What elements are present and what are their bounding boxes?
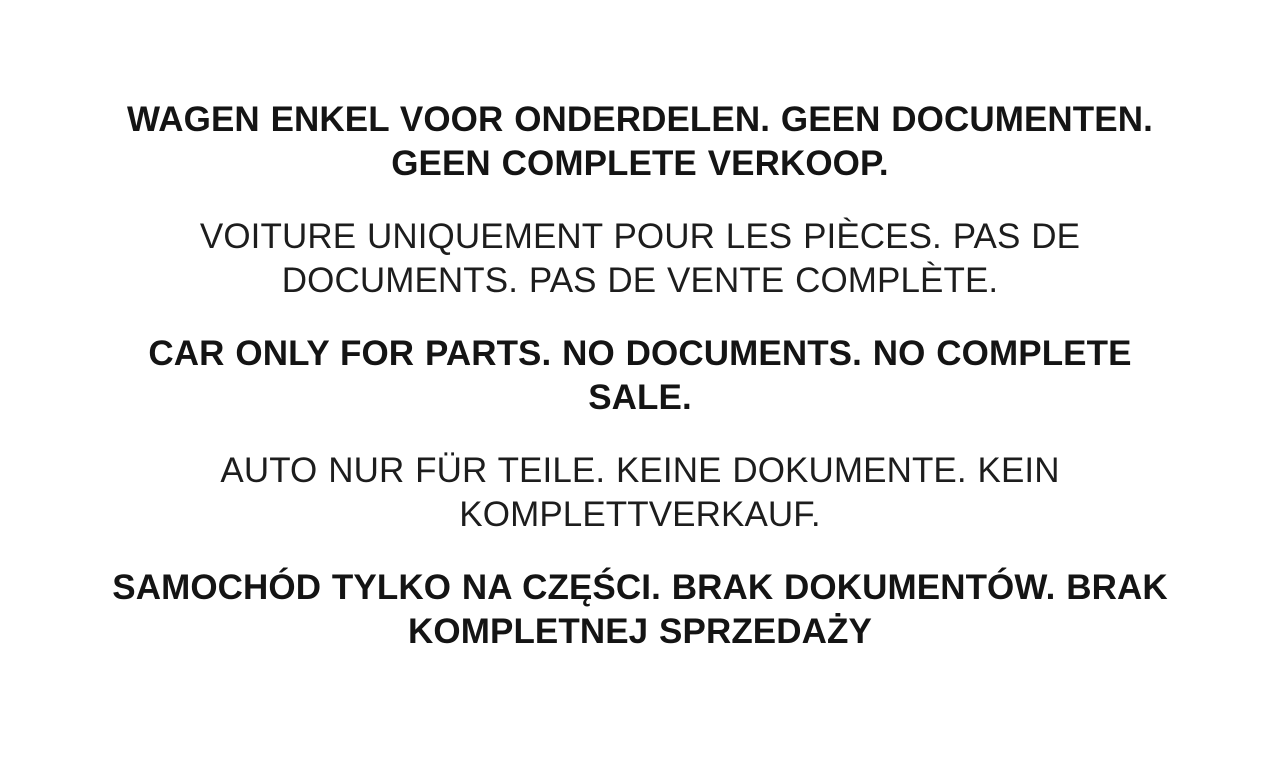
notice-line-french: VOITURE UNIQUEMENT POUR LES PIÈCES. PAS DE DOCUMENTS. PAS DE VENTE COMPLÈTE. <box>199 216 1081 301</box>
notice-line-polish: SAMOCHÓD TYLKO NA CZĘŚCI. BRAK DOKUMENTÓW. BRAK KOMPLETNEJ SPRZEDAŻY <box>112 567 1168 651</box>
notice-line-english: CAR ONLY FOR PARTS. NO DOCUMENTS. NO COMPLETE SALE. <box>148 333 1132 418</box>
notice-line-german: AUTO NUR FÜR TEILE. KEINE DOKUMENTE. KEIN KOMPLETTVERKAUF. <box>220 450 1060 535</box>
notice-line-dutch: WAGEN ENKEL VOOR ONDERDELEN. GEEN DOCUMENTEN. GEEN COMPLETE VERKOOP. <box>127 100 1153 184</box>
